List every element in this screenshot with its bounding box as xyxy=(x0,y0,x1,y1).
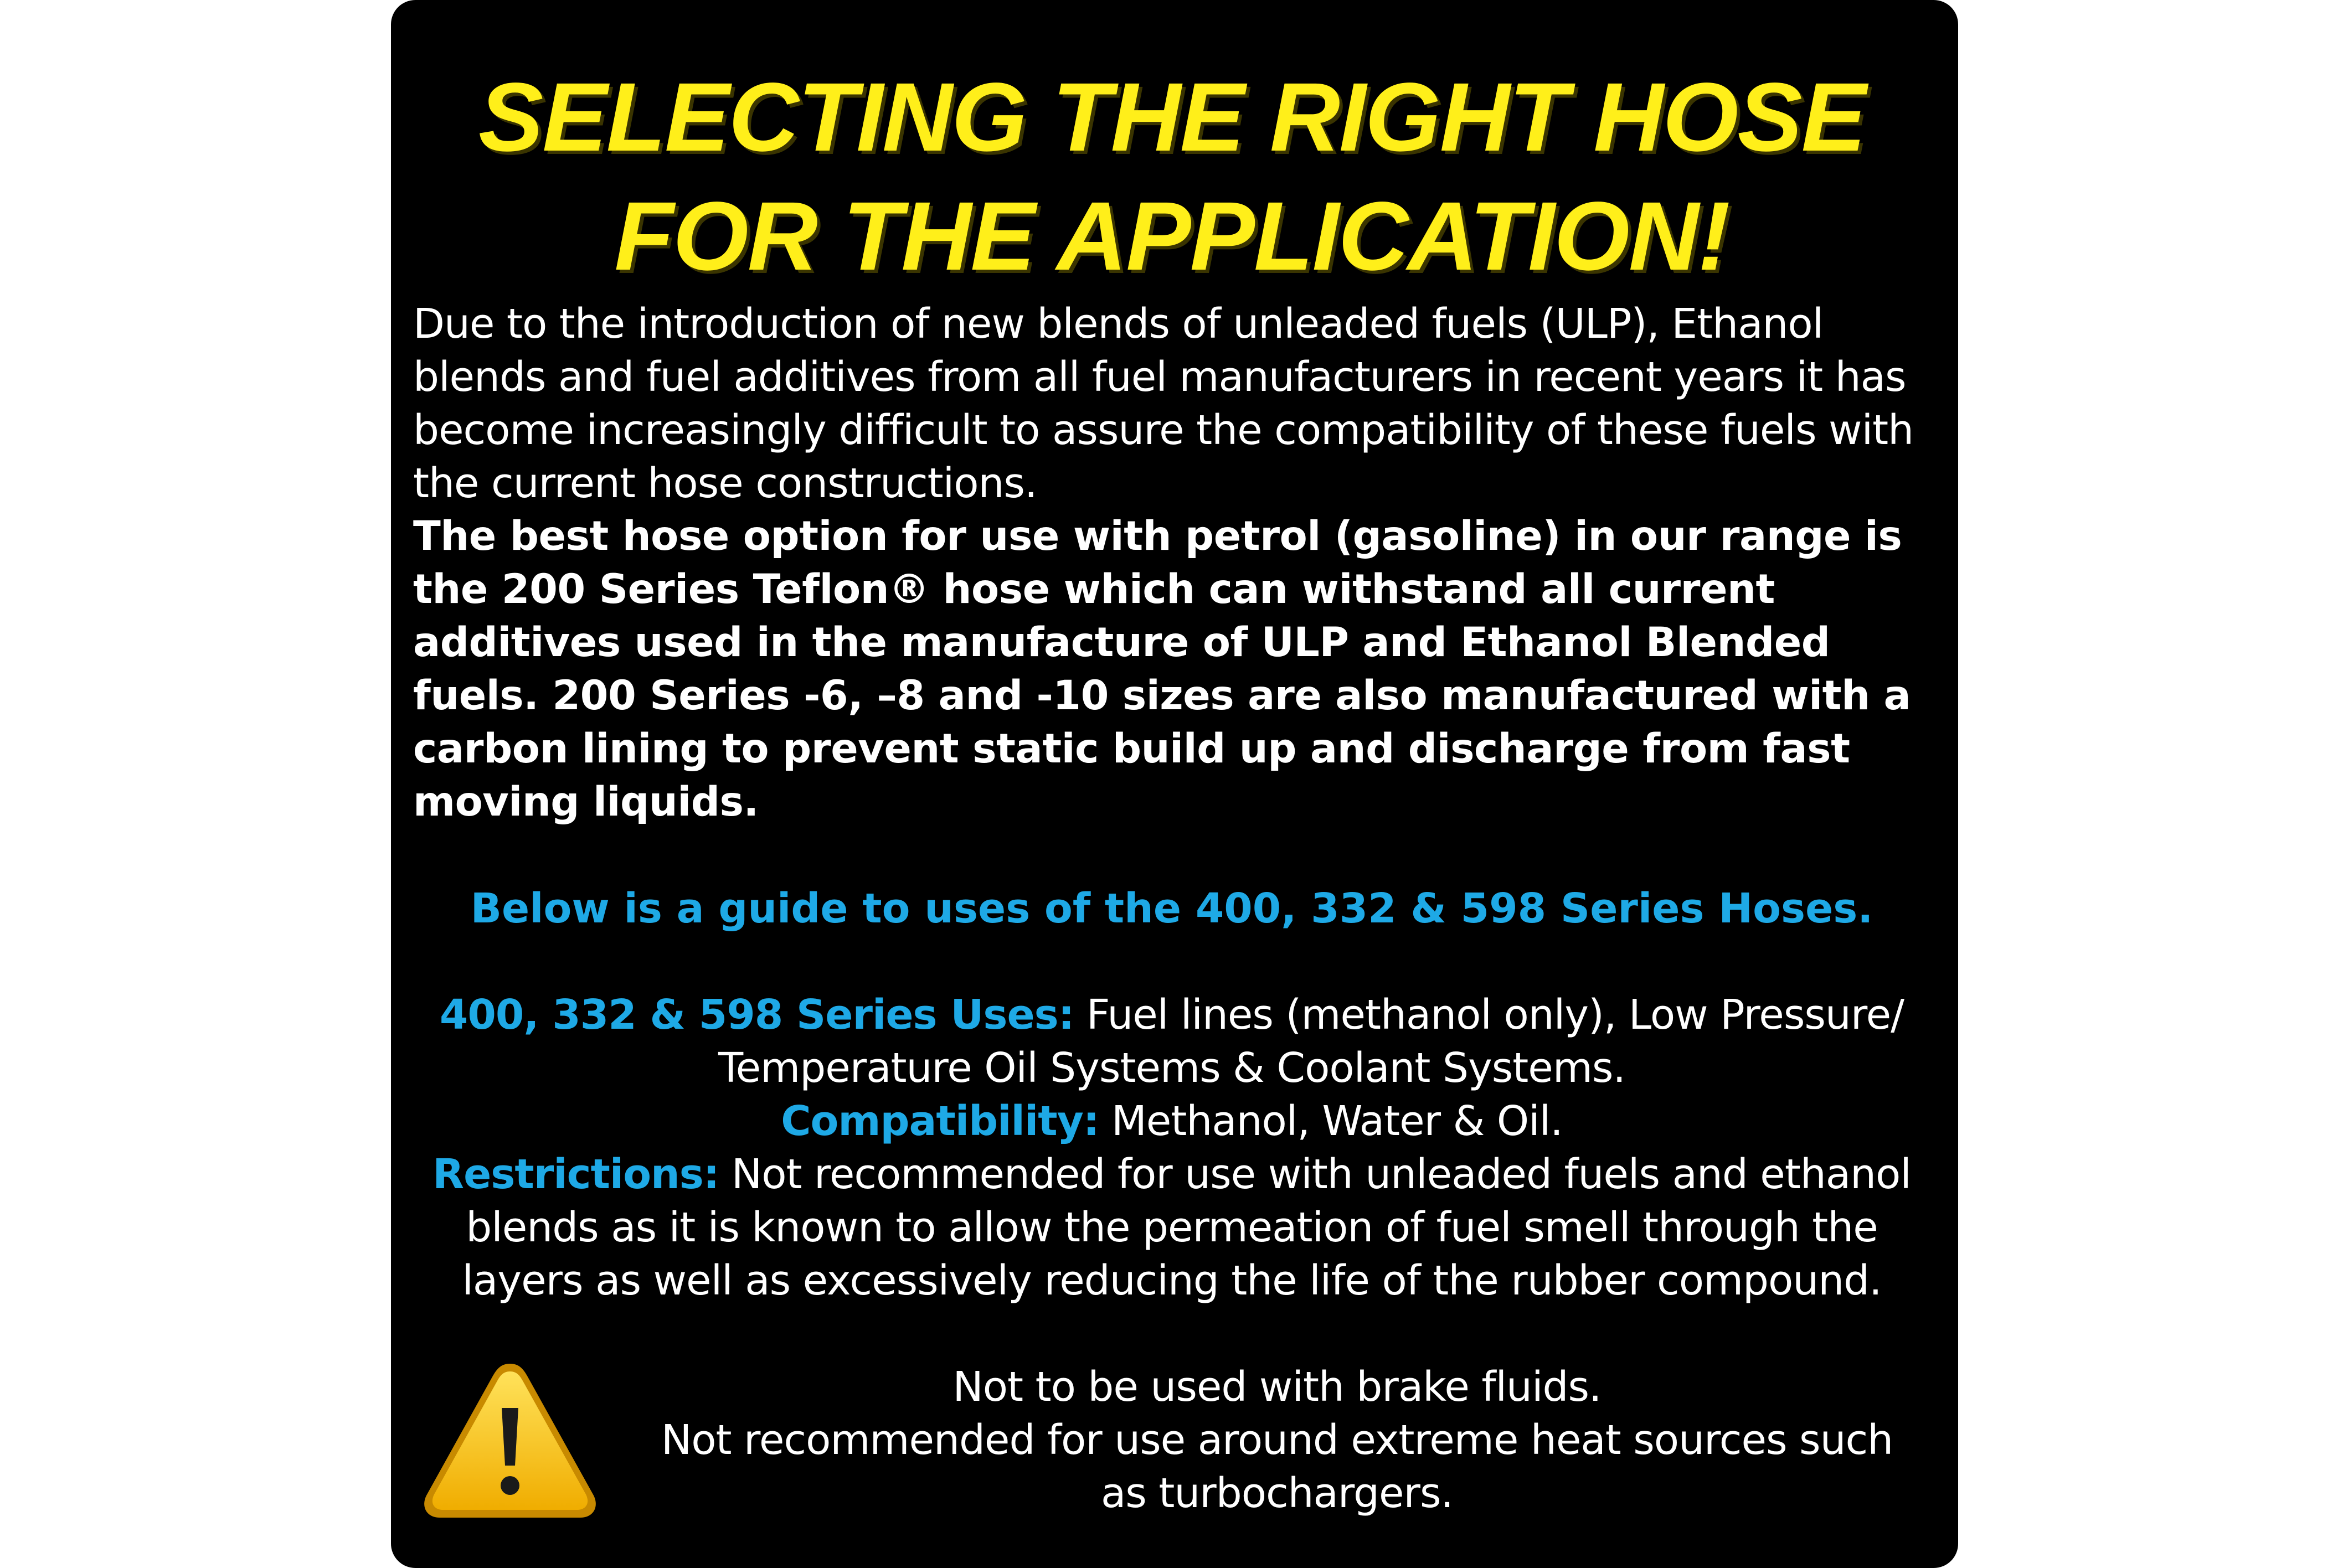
warning-line-2: Not recommended for use around extreme heat sources such as turbochargers. xyxy=(661,1416,1893,1517)
uses-label: 400, 332 & 598 Series Uses: xyxy=(439,991,1074,1039)
guide-heading: Below is a guide to uses of the 400, 332 & 598 Series Hoses. xyxy=(470,885,1873,932)
uses-paragraph xyxy=(413,988,1930,1095)
page-title xyxy=(413,58,1930,296)
compatibility-text: Methanol, Water & Oil. xyxy=(1099,1097,1563,1145)
restrictions-paragraph xyxy=(413,1148,1930,1307)
spacer xyxy=(413,935,1930,988)
warning-section xyxy=(413,1360,1930,1526)
restrictions-text: Not recommended for use with unleaded fuels and ethanol blends as it is known to allow the permeation of fuel smell through the layers as well as excessively reducing the life of the rubber compound. xyxy=(462,1151,1911,1304)
restrictions-label: Restrictions: xyxy=(432,1151,719,1198)
spacer xyxy=(413,829,1930,882)
compatibility-paragraph xyxy=(413,1095,1930,1148)
compatibility-label: Compatibility: xyxy=(781,1097,1099,1145)
intro-paragraph: Due to the introduction of new blends of unleaded fuels (ULP), Ethanol blends and fuel additives from all fuel manufacturers in recent years it has become increasingly difficult to assure the compatibility of these fuels with the current hose constructions. xyxy=(413,300,1914,507)
title-line-2: FOR THE APPLICATION! xyxy=(614,182,1729,291)
title-line-1: SELECTING THE RIGHT HOSE xyxy=(478,63,1866,172)
body-text xyxy=(413,297,1930,829)
warning-text xyxy=(646,1360,1908,1520)
best-option-paragraph: The best hose option for use with petrol (gasoline) in our range is the 200 Series Teflon® hose which can withstand all current additives used in the manufacture of ULP and Ethanol Blended fuels. 200 Series -6, –8 and -10 sizes are also manufactured with a carbon lining to prevent static build up and discharge from fast moving liquids. xyxy=(413,513,1911,826)
warning-triangle-icon xyxy=(419,1357,601,1523)
warning-line-1: Not to be used with brake fluids. xyxy=(952,1363,1602,1411)
info-panel xyxy=(391,0,1958,1568)
uses-text: Fuel lines (methanol only), Low Pressure/ Temperature Oil Systems & Coolant Systems. xyxy=(718,991,1904,1092)
